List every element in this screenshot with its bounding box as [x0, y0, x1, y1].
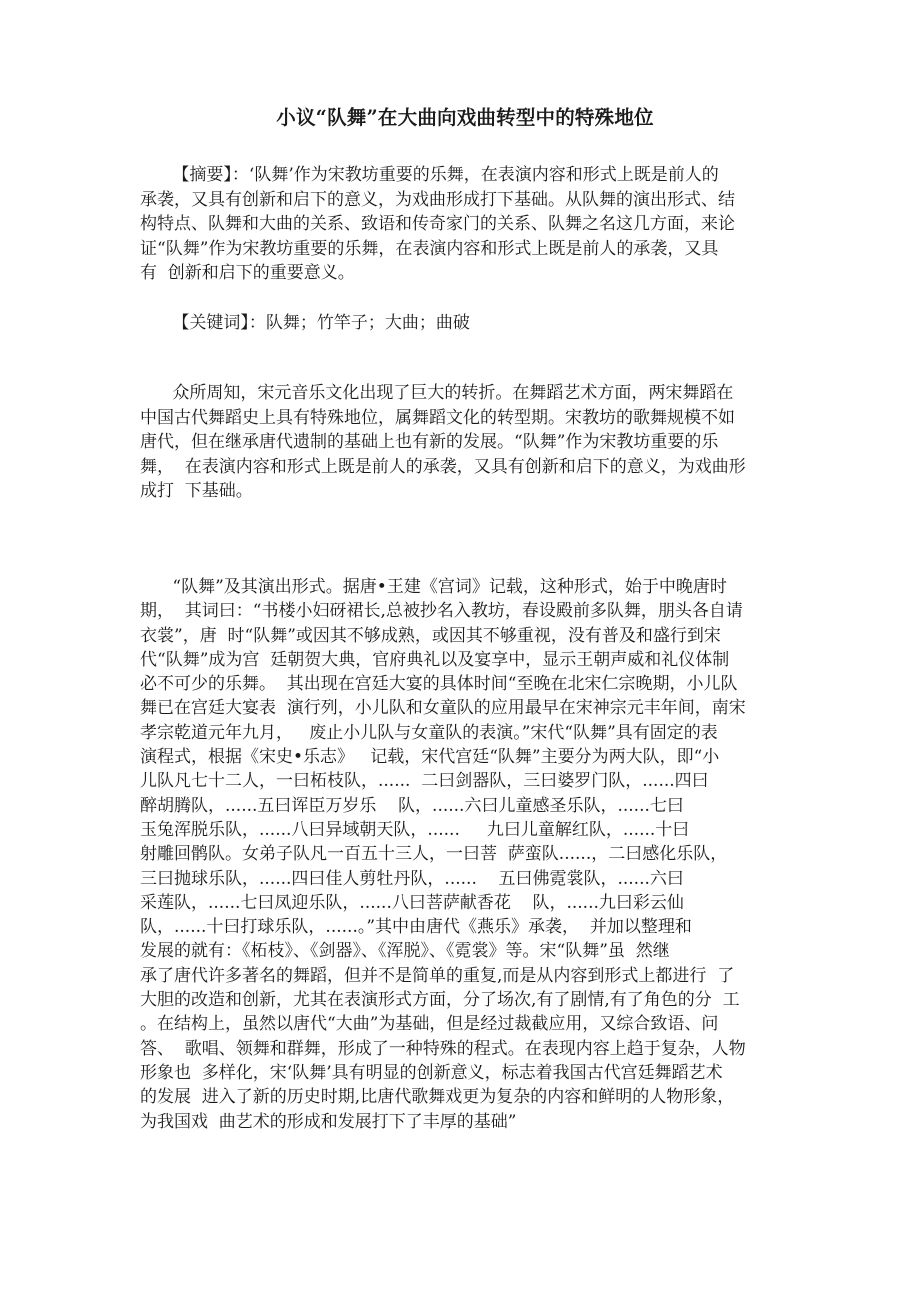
- text-line: 大胆的改造和创新，尤其在表演形式方面，分了场次,有了剧情,有了角色的分 工: [140, 990, 740, 1011]
- text-line: 中国古代舞蹈史上具有特殊地位，属舞蹈文化的转型期。宋教坊的歌舞规模不如: [140, 407, 735, 428]
- text-line: 孝宗乾道元年九月， 废止小儿队与女童队的表演。”宋代“队舞”具有固定的表: [140, 722, 718, 743]
- text-line: 必不可少的乐舞。 其出现在宫廷大宴的具体时间“至晚在北宋仁宗晚期，小儿队: [140, 674, 738, 695]
- text-line: 衣裳”，唐 时“队舞”或因其不够成熟，或因其不够重视，没有普及和盛行到宋: [140, 625, 721, 646]
- text-line: 答、 歌唱、领舞和群舞，形成了一种特殊的程式。在表现内容上趋于复杂，人物: [140, 1038, 746, 1059]
- text-line: “队舞”及其演出形式。据唐•王建《宫词》记载，这种形式，始于中晚唐时: [140, 577, 727, 597]
- text-line: 舞， 在表演内容和形式上既是前人的承袭，又具有创新和启下的意义，为戏曲形: [140, 456, 746, 477]
- text-line: 射雕回鹘队。女弟子队凡一百五十三人，一曰菩 萨蛮队......，二曰感化乐队，: [140, 844, 728, 865]
- text-line: 期， 其词曰：“书楼小妇砑裙长,总被抄名入教坊，春设殿前多队舞，朋头各自请: [140, 601, 743, 622]
- text-line: 三曰抛球乐队，......四曰佳人剪牡丹队，...... 五曰佛霓裳队，......六曰: [140, 868, 684, 889]
- text-line: 队，......十曰打球乐队，......。”其中由唐代《燕乐》承袭， 并加以整理和: [140, 917, 692, 938]
- text-line: 【关键词】：队舞；竹竿子；大曲；曲破: [140, 313, 470, 333]
- text-line: 【摘要】：‘队舞’作为宋教坊重要的乐舞，在表演内容和形式上既是前人的: [140, 165, 719, 185]
- text-line: 唐代，但在继承唐代遗制的基础上也有新的发展。“队舞”作为宋教坊重要的乐: [140, 432, 719, 452]
- text-line: 为我国戏 曲艺术的形成和发展打下了丰厚的基础”: [140, 1111, 517, 1132]
- text-line: 。在结构上，虽然以唐代“大曲”为基础，但是经过裁截应用，又综合致语、问: [140, 1014, 719, 1035]
- body-paragraph: [140, 575, 792, 1134]
- text-line: 发展的就有：《柘枝》、《剑器》、《浑脱》、《霓裳》等。宋“队舞”虽 然继: [140, 941, 670, 962]
- text-line: 承袭，又具有创新和启下的意义，为戏曲形成打下基础。从队舞的演出形式、结: [140, 189, 735, 210]
- text-line: 众所周知，宋元音乐文化出现了巨大的转折。在舞蹈艺术方面，两宋舞蹈在: [140, 383, 734, 403]
- text-line: 构特点、队舞和大曲的关系、致语和传奇家门的关系、队舞之名这几方面，来论: [140, 214, 735, 234]
- text-line: 舞已在宫廷大宴表 演行列，小儿队和女童队的应用最早在宋神宗元丰年间，南宋: [140, 698, 746, 719]
- text-line: 代“队舞”成为宫 廷朝贺大典，官府典礼以及宴享中，显示王朝声威和礼仪体制: [140, 649, 730, 670]
- text-line: 的发展 进入了新的历史时期,比唐代歌舞戏更为复杂的内容和鲜明的人物形象，: [140, 1087, 735, 1108]
- abstract-paragraph: [140, 163, 792, 286]
- text-line: 玉兔浑脱乐队，......八曰异域朝天队，...... 九曰儿童解红队，......十曰: [140, 819, 690, 840]
- text-line: 承了唐代许多著名的舞蹈，但并不是简单的重复,而是从内容到形式上都进行 了: [140, 965, 735, 986]
- intro-paragraph: [140, 381, 792, 504]
- text-line: 演程式，根据《宋史•乐志》 记载，宋代宫廷“队舞”主要分为两大队，即“小: [140, 747, 720, 768]
- page-title: 小议“队舞”在大曲向戏曲转型中的特殊地位: [276, 106, 654, 129]
- text-line: 形象也 多样化，宋‘队舞’具有明显的创新意义，标志着我国古代宫廷舞蹈艺术: [140, 1062, 723, 1083]
- text-line: 儿队凡七十二人，一曰柘枝队，...... 二曰剑器队，三曰婆罗门队，......四曰: [140, 771, 709, 792]
- text-line: 采莲队，......七曰凤迎乐队，......八曰菩萨献香花 队，......九曰彩云仙: [140, 892, 684, 913]
- text-line: 有 创新和启下的重要意义。: [140, 263, 355, 283]
- text-line: 证“队舞”作为宋教坊重要的乐舞，在表演内容和形式上既是前人的承袭，又具: [140, 238, 719, 259]
- text-line: 成打 下基础。: [140, 481, 253, 501]
- keywords-paragraph: [140, 311, 792, 336]
- text-line: 醉胡腾队，......五曰诨臣万岁乐 队，......六曰儿童感圣乐队，......七曰: [140, 795, 684, 816]
